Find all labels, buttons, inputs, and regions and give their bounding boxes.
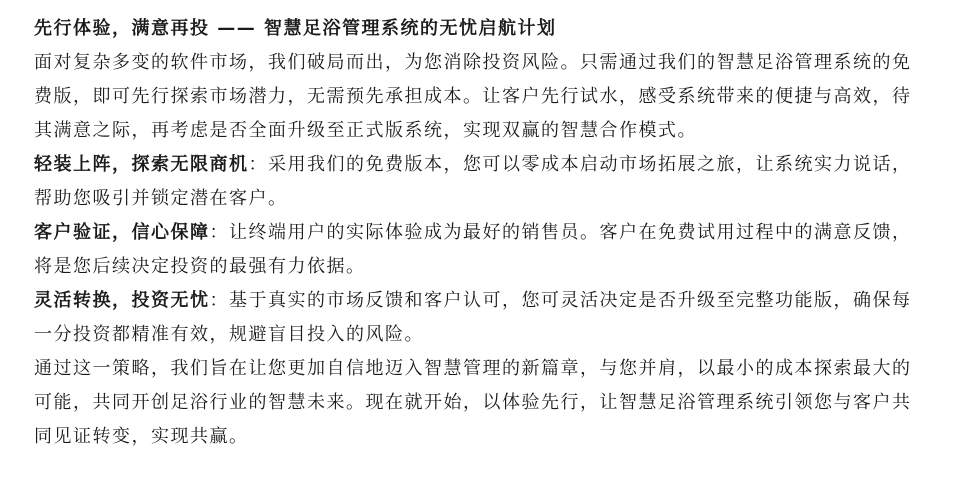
point-text-1: ：采用我们的免费版本，您可以零成本启动市场拓展之旅，让系统实力说话，帮助您吸引并锁定潜在客户。 — [34, 154, 912, 209]
article-title: 先行体验，满意再投 —— 智慧足浴管理系统的无忧启航计划 — [34, 18, 557, 39]
point-text-2: ：让终端用户的实际体验成为最好的销售员。客户在免费试用过程中的满意反馈，将是您后续决定投资的最强有力依据。 — [34, 222, 912, 277]
intro-paragraph: 面对复杂多变的软件市场，我们破局而出，为您消除投资风险。只需通过我们的智慧足浴管理系统的免费版，即可先行探索市场潜力，无需预先承担成本。让客户先行试水，感受系统带来的便捷与高效，待其满意之际，再考虑是否全面升级至正式版系统，实现双赢的智慧合作模式。 — [34, 52, 912, 141]
point-paragraph-1 — [34, 148, 918, 216]
point-lead-1: 轻装上阵，探索无限商机 — [34, 154, 249, 175]
point-lead-3: 灵活转换，投资无忧 — [34, 290, 210, 311]
article — [34, 0, 918, 454]
point-lead-2: 客户验证，信心保障 — [34, 222, 210, 243]
point-paragraph-2 — [34, 216, 918, 284]
point-paragraph-3 — [34, 284, 918, 352]
closing-paragraph: 通过这一策略，我们旨在让您更加自信地迈入智慧管理的新篇章，与您并肩，以最小的成本探索最大的可能，共同开创足浴行业的智慧未来。现在就开始，以体验先行，让智慧足浴管理系统引领您与客户共同见证转变，实现共赢。 — [34, 358, 912, 447]
point-text-3: ：基于真实的市场反馈和客户认可，您可灵活决定是否升级至完整功能版，确保每一分投资都精准有效，规避盲目投入的风险。 — [34, 290, 912, 345]
